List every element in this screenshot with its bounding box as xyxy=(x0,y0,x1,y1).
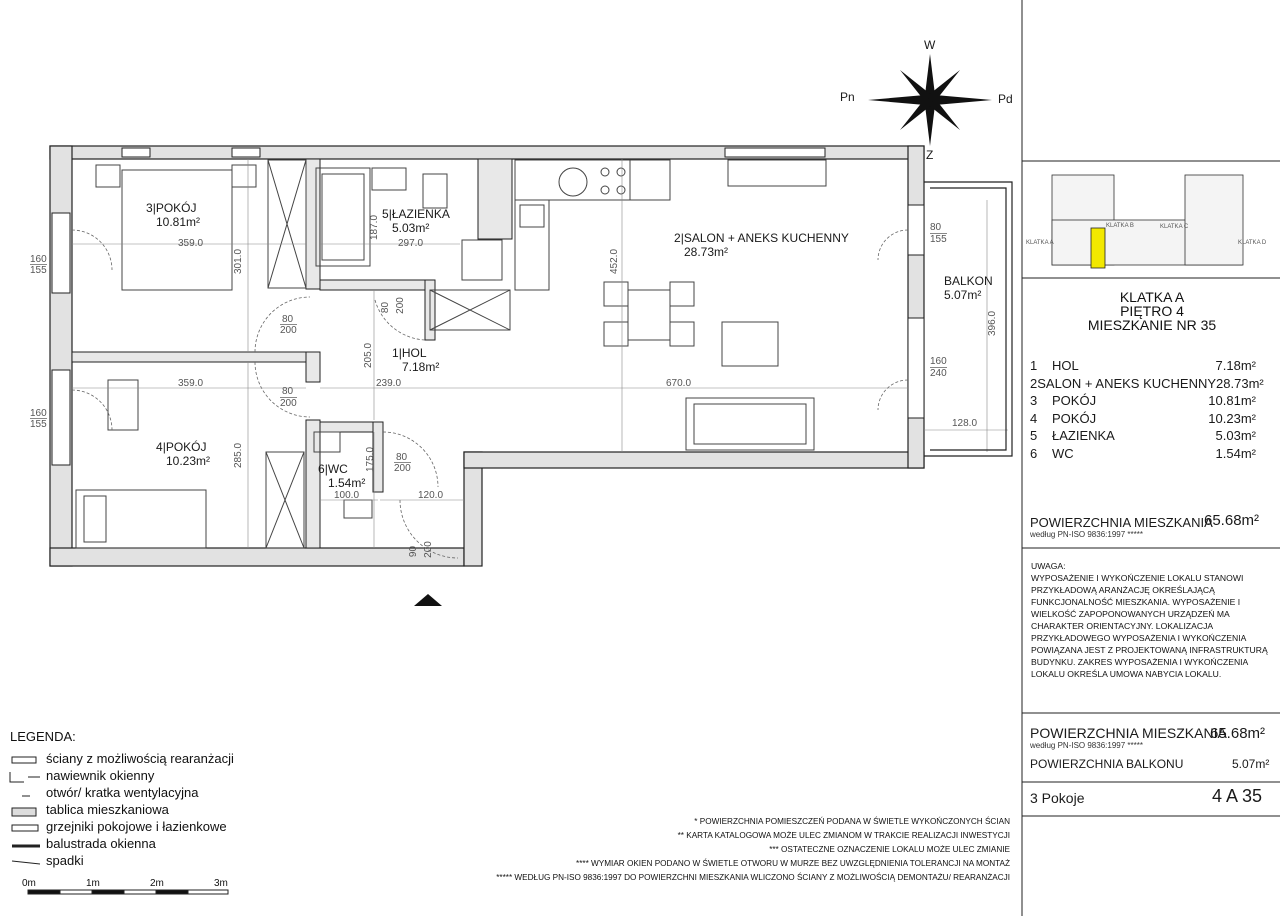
notes-title: UWAGA: xyxy=(1031,561,1066,571)
entrance-arrow xyxy=(414,594,442,606)
keyplan-klatka-a: KLATKA A xyxy=(1026,240,1054,246)
entry-90: 90 xyxy=(408,545,420,558)
dim-359b: 359.0 xyxy=(178,378,204,389)
room-label-4: 4|POKÓJ 10.23m² xyxy=(156,440,211,468)
door-200-c: 200 xyxy=(394,463,411,474)
footnote: ***** WEDŁUG PN-ISO 9836:1997 DO POWIERZCHNI MIESZKANIA WLICZONO ŚCIANY Z MOŻLIWOŚCIĄ DEMONTAŻU/ REARANŻACJI xyxy=(496,873,1010,882)
room-label-balkon: BALKON 5.07m² xyxy=(944,274,993,302)
legend-item: ściany z możliwością rearanżacji xyxy=(46,751,234,766)
window-155-b: 155 xyxy=(30,419,47,430)
legend-item: spadki xyxy=(46,853,84,868)
room-label-6: 6|WC 1.54m² xyxy=(318,462,366,490)
dim-175: 175.0 xyxy=(365,446,377,473)
legend-item: tablica mieszkaniowa xyxy=(46,802,169,817)
footnote: * POWIERZCHNIA POMIESZCZEŃ PODANA W ŚWIETLE WYKOŃCZONYCH ŚCIAN xyxy=(694,817,1010,826)
room-list-item: 6 WC 1.54m² xyxy=(1030,445,1256,461)
window-160-a: 160 xyxy=(30,254,47,265)
window-155-a: 155 xyxy=(30,265,47,276)
door-80-a: 80 xyxy=(282,314,294,325)
dim-285: 285.0 xyxy=(233,442,245,469)
summary-area-standard: według PN-ISO 9836:1997 ***** xyxy=(1030,741,1143,750)
footnote: **** WYMIAR OKIEN PODANO W ŚWIETLE OTWORU W MURZE BEZ UWZGLĘDNIENIA TOLERANCJI NA MONTAŻ xyxy=(576,859,1010,868)
keyplan-klatka-c: KLATKA C xyxy=(1160,224,1189,230)
bwindow-155: 155 xyxy=(930,234,947,245)
room-list-item: 2 SALON + ANEKS KUCHENNY 28.73m² xyxy=(1030,375,1264,391)
room-list-item: 3 POKÓJ 10.81m² xyxy=(1030,393,1256,409)
door-200-a: 200 xyxy=(280,325,297,336)
room-list-item: 1 HOL 7.18m² xyxy=(1030,358,1256,374)
room-label-3: 3|POKÓJ 10.81m² xyxy=(146,201,201,229)
door-200-d: 200 xyxy=(394,297,406,314)
room-label-2: 2|SALON + ANEKS KUCHENNY 28.73m² xyxy=(674,231,849,259)
dim-187: 187.0 xyxy=(369,214,381,241)
dim-120: 120.0 xyxy=(418,490,444,501)
room-list-item: 4 POKÓJ 10.23m² xyxy=(1030,410,1256,426)
bwindow-80: 80 xyxy=(930,222,942,233)
bwindow-240: 240 xyxy=(930,368,947,379)
dim-239: 239.0 xyxy=(376,378,402,389)
balcony-area-value: 5.07m² xyxy=(1232,757,1270,771)
door-80-b: 80 xyxy=(282,386,294,397)
dim-297: 297.0 xyxy=(398,238,424,249)
door-80-d: 80 xyxy=(380,301,392,314)
scale-3: 3m xyxy=(214,878,228,889)
total-area-standard: według PN-ISO 9836:1997 ***** xyxy=(1030,530,1143,539)
door-200-b: 200 xyxy=(280,398,297,409)
keyplan-klatka-d: KLATKA D xyxy=(1238,240,1267,246)
key-plan xyxy=(1052,175,1243,268)
bwindow-160: 160 xyxy=(930,356,947,367)
dim-205: 205.0 xyxy=(363,342,375,369)
dim-396: 396.0 xyxy=(987,310,999,337)
legend-item: otwór/ kratka wentylacyjna xyxy=(46,785,199,800)
compass-pd: Pd xyxy=(998,92,1013,106)
compass-pn: Pn xyxy=(840,90,855,104)
apartment-header: KLATKA A PIĘTRO 4 MIESZKANIE NR 35 xyxy=(1087,289,1217,333)
dim-128: 128.0 xyxy=(952,418,978,429)
scale-bar xyxy=(28,890,228,894)
legend xyxy=(10,729,234,869)
keyplan-klatka-b: KLATKA B xyxy=(1106,223,1134,229)
compass-rose xyxy=(868,54,992,146)
room-label-5: 5|ŁAZIENKA 5.03m² xyxy=(382,207,450,235)
compass-w: W xyxy=(924,38,936,52)
legend-item: balustrada okienna xyxy=(46,836,156,851)
scale-0: 0m xyxy=(22,878,36,889)
scale-2: 2m xyxy=(150,878,164,889)
dim-670: 670.0 xyxy=(666,378,692,389)
summary-area-label: POWIERZCHNIA MIESZKANIA xyxy=(1030,725,1227,741)
apartment-code: 4 A 35 xyxy=(1212,786,1263,806)
notes-text: WYPOSAŻENIE I WYKOŃCZENIE LOKALU STANOWI PRZYKŁADOWĄ ARANŻACJĘ OKREŚLAJĄCĄ FUNKCJONALNOŚĆ MIESZKANIA. WYPOSAŻENIE I WIELKOŚĆ ZAPOPONOWANYCH URZĄDZEŃ MA CHARAKTER ORIENTACYJNY. LOKALIZACJA PRZYKŁADOWEGO WYPOSAŻENIA I WYKOŃCZENIA POWIĄZANA JEST Z PROJEKTOWANĄ INFRASTRUKTURĄ BUDYNKU. ZAKRES WYPOSAŻENIA I WYKOŃCZENIA LOKALU OKREŚLA UMOWA NABYCIA LOKALU. xyxy=(1031,573,1268,679)
room-list xyxy=(1030,357,1264,462)
footnote: *** OSTATECZNE OZNACZENIE LOKALU MOŻE ULEC ZMIANIE xyxy=(769,845,1010,854)
room-label-1: 1|HOL 7.18m² xyxy=(392,346,440,374)
scale-1: 1m xyxy=(86,878,100,889)
legend-item: grzejniki pokojowe i łazienkowe xyxy=(46,819,227,834)
total-area-value: 65.68m² xyxy=(1204,512,1260,529)
total-area-label: POWIERZCHNIA MIESZKANIA xyxy=(1030,515,1213,530)
dim-452: 452.0 xyxy=(609,248,621,275)
door-80-c: 80 xyxy=(396,452,408,463)
dim-359a: 359.0 xyxy=(178,238,204,249)
footnotes xyxy=(490,815,1010,885)
notes-block xyxy=(1031,560,1271,680)
dim-100: 100.0 xyxy=(334,490,360,501)
compass-z: Z xyxy=(926,148,934,162)
balcony-area-label: POWIERZCHNIA BALKONU xyxy=(1030,757,1184,771)
dim-301: 301.0 xyxy=(233,248,245,275)
summary-area-value: 65.68m² xyxy=(1210,725,1266,742)
doors xyxy=(72,230,908,558)
legend-title: LEGENDA: xyxy=(10,729,76,744)
legend-item: nawiewnik okienny xyxy=(46,768,155,783)
entry-200: 200 xyxy=(422,541,434,558)
window-160-b: 160 xyxy=(30,408,47,419)
room-list-item: 5 ŁAZIENKA 5.03m² xyxy=(1030,428,1256,444)
rooms-count: 3 Pokoje xyxy=(1030,790,1085,806)
footnote: ** KARTA KATALOGOWA MOŻE ULEC ZMIANOM W TRAKCIE REALIZACJI INWESTYCJI xyxy=(677,831,1010,840)
